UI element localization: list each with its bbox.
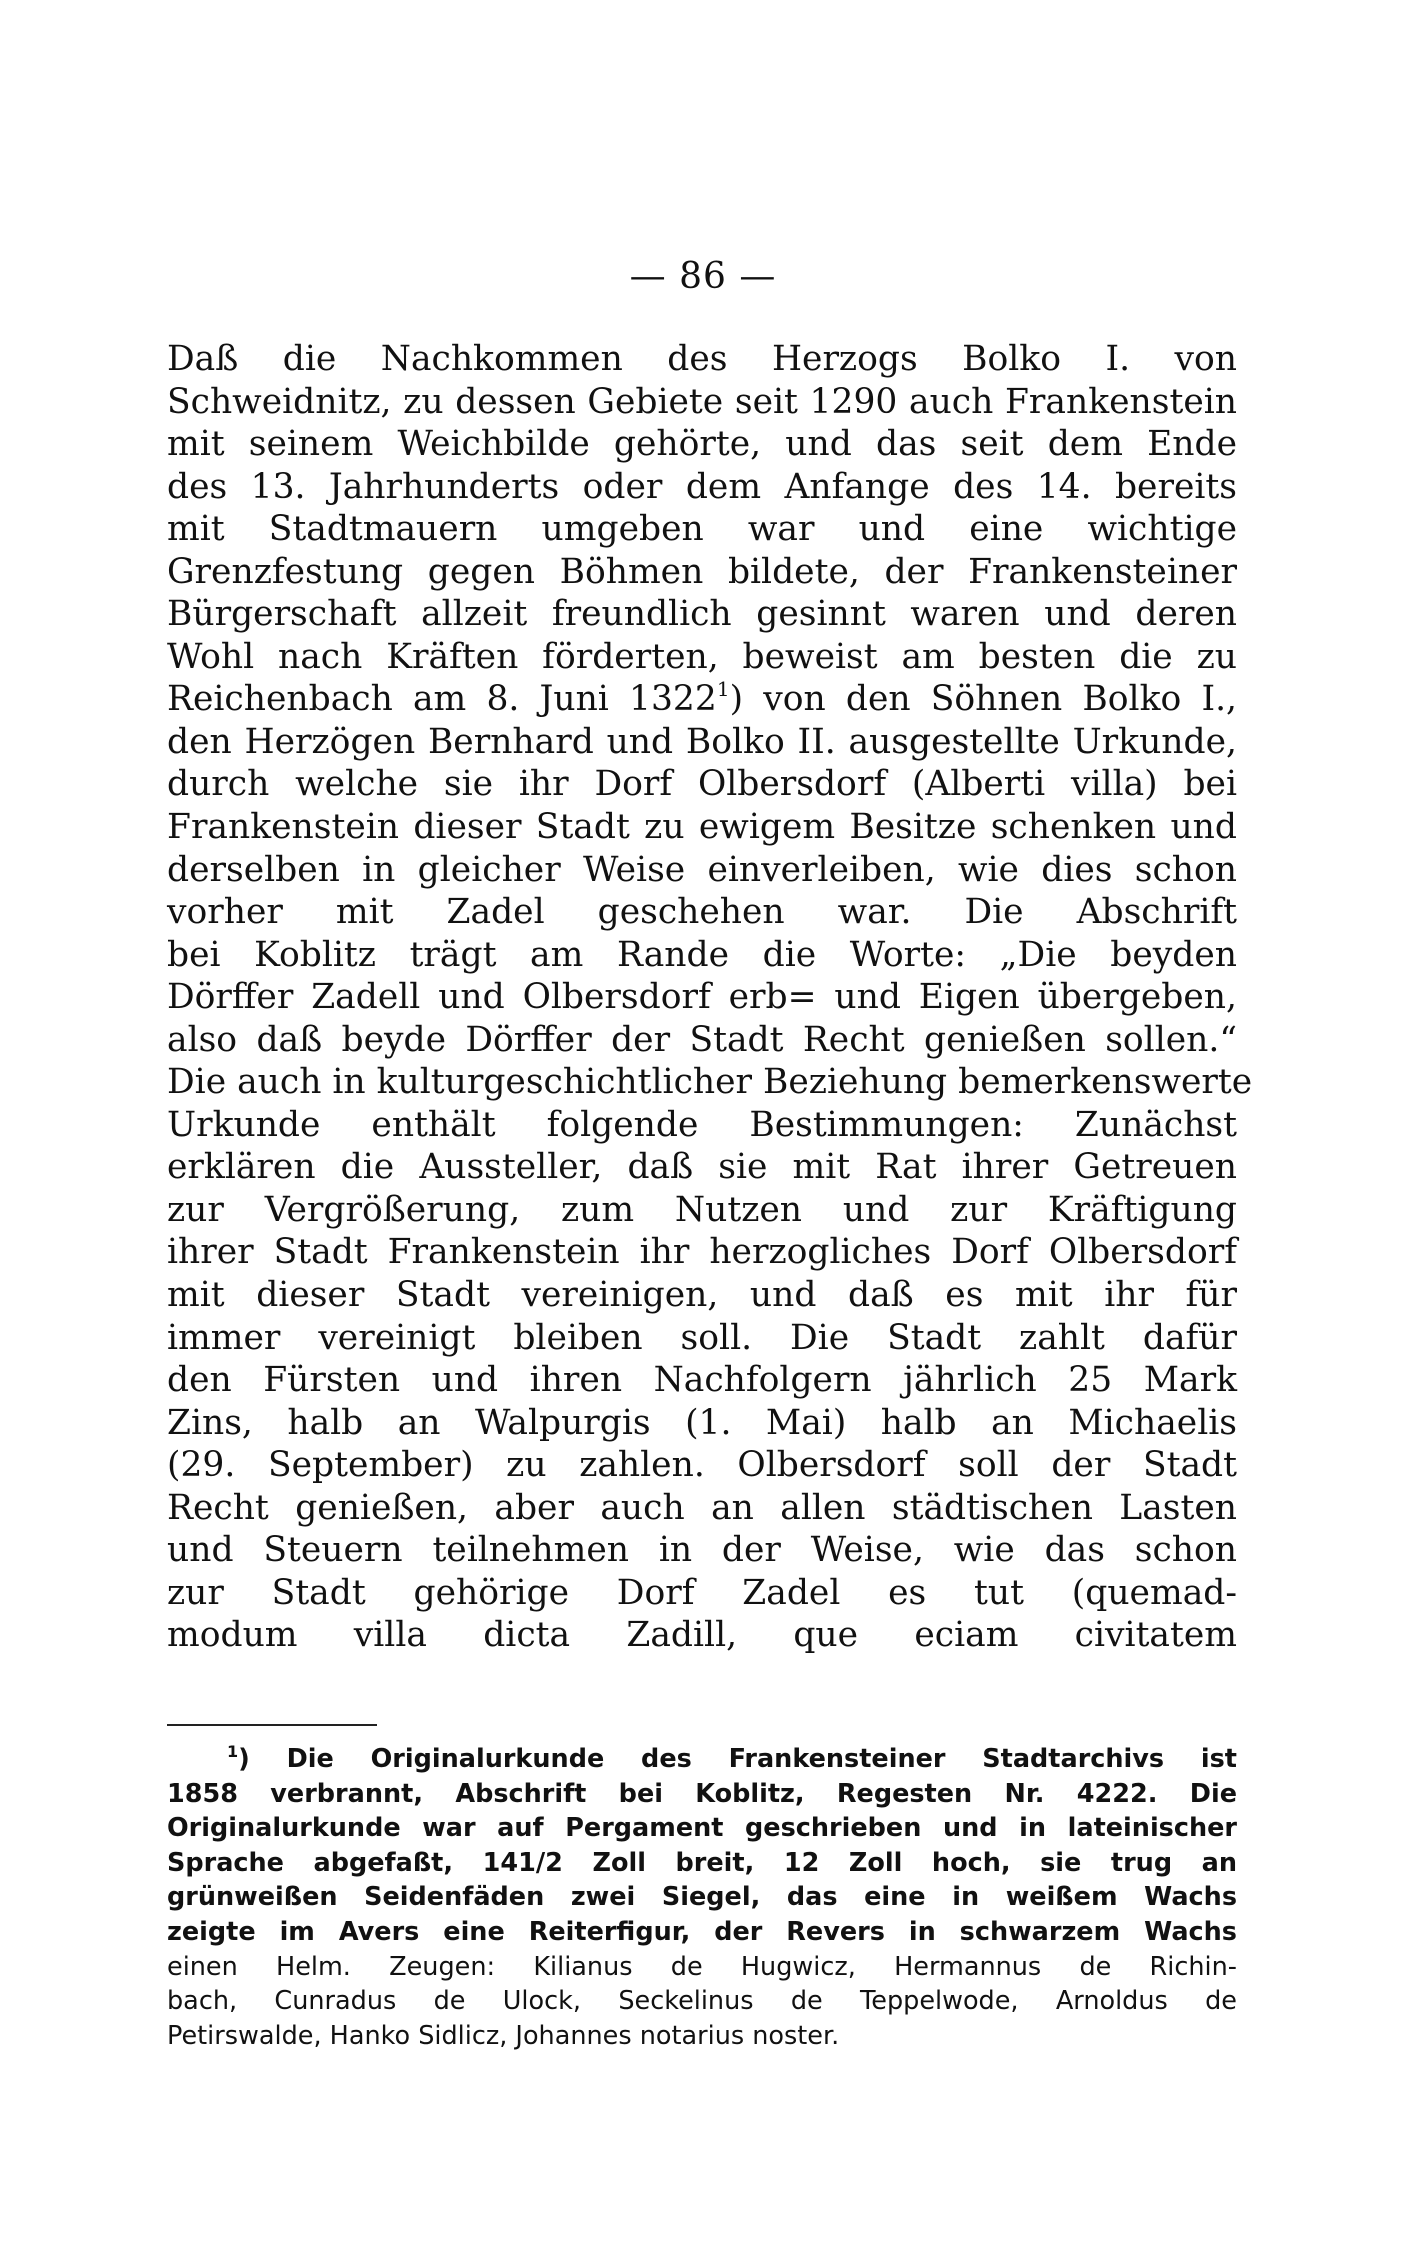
text-line: derselben in gleicher Weise einverleiben, wie dies schon <box>167 849 1237 890</box>
page-number: — 86 — <box>629 256 777 297</box>
footnote-line <box>167 1846 1237 1881</box>
fraction: 1/2 <box>518 1847 563 1878</box>
text-line: Urkunde enthält folgende Bestimmungen: Zunächst <box>167 1104 1237 1145</box>
footnote-divider <box>167 1724 377 1726</box>
text-line: den Fürsten und ihren Nachfolgern jährlich 25 Mark <box>167 1360 1237 1401</box>
text-line-with-footnote-ref <box>167 678 1237 721</box>
footnote-line: Petirswalde, Hanko Sidlicz, Johannes notarius noster. <box>167 2020 840 2051</box>
text-line: den Herzögen Bernhard und Bolko II. ausgestellte Urkunde, <box>167 721 1237 762</box>
text-line: durch welche sie ihr Dorf Olbersdorf (Alberti villa) bei <box>167 764 1237 805</box>
text-line: mit seinem Weichbilde gehörte, und das seit dem Ende <box>167 424 1237 465</box>
footnote-line: grünweißen Seidenfäden zwei Siegel, das eine in weißem Wachs <box>167 1882 1237 1913</box>
text-line: Wohl nach Kräften förderten, beweist am besten die zu <box>167 636 1237 677</box>
text-line: immer vereinigt bleiben soll. Die Stadt zahlt dafür <box>167 1317 1237 1358</box>
footnote-line: Originalurkunde war auf Pergament geschrieben und in lateinischer <box>167 1813 1237 1844</box>
text-line: Grenzfestung gegen Böhmen bildete, der Frankensteiner <box>167 551 1237 592</box>
text-line: mit dieser Stadt vereinigen, und daß es mit ihr für <box>167 1275 1237 1316</box>
text-line: Dörffer Zadell und Olbersdorf erb= und Eigen übergeben, <box>167 977 1237 1018</box>
text-line: zur Vergrößerung, zum Nutzen und zur Kräftigung <box>167 1189 1237 1230</box>
footnote-line: bach, Cunradus de Ulock, Seckelinus de Teppelwode, Arnoldus de <box>167 1986 1237 2017</box>
text-line: erklären die Aussteller, daß sie mit Rat ihrer Getreuen <box>167 1147 1237 1188</box>
footnote-line: einen Helm. Zeugen: Kilianus de Hugwicz, Hermannus de Richin- <box>167 1951 1237 1982</box>
text-line: modum villa dicta Zadill, que eciam civitatem <box>167 1615 1237 1656</box>
footnote-marker: 1 <box>227 1742 239 1761</box>
text-line: Frankenstein dieser Stadt zu ewigem Besitze schenken und <box>167 807 1237 848</box>
text-line: mit Stadtmauern umgeben war und eine wichtige <box>167 509 1237 550</box>
main-text-block <box>167 338 1253 1657</box>
text-line: Daß die Nachkommen des Herzogs Bolko I. von <box>167 339 1237 379</box>
text-segment: ) Die Originalurkunde des Frankensteiner Stadtarchivs ist <box>238 1744 1237 1774</box>
footnote-reference: 1 <box>716 677 730 702</box>
text-line: Schweidnitz, zu dessen Gebiete seit 1290 auch Frankenstein <box>167 381 1237 422</box>
text-line: zur Stadt gehörige Dorf Zadel es tut (quemad- <box>167 1572 1237 1613</box>
text-line: vorher mit Zadel geschehen war. Die Abschrift <box>167 892 1237 933</box>
text-line: des 13. Jahrhunderts oder dem Anfange des 14. bereits <box>167 466 1237 507</box>
text-segment: Reichenbach am 8. Juni 1322 <box>167 679 717 720</box>
footnote-line <box>167 1742 1237 1777</box>
text-line: bei Koblitz trägt am Rande die Worte: „Die beyden <box>167 934 1237 975</box>
text-line: also daß beyde Dörffer der Stadt Recht genießen sollen.“ <box>167 1019 1237 1060</box>
text-segment: ) von den Söhnen Bolko I., <box>729 679 1238 720</box>
text-line: (29. September) zu zahlen. Olbersdorf soll der Stadt <box>167 1445 1237 1486</box>
text-line: Zins, halb an Walpurgis (1. Mai) halb an Michaelis <box>167 1402 1237 1443</box>
text-line: ihrer Stadt Frankenstein ihr herzogliches Dorf Olbersdorf <box>167 1232 1237 1273</box>
text-line: Recht genießen, aber auch an allen städtischen Lasten <box>167 1487 1237 1528</box>
footnote-line: zeigte im Avers eine Reiterfigur, der Revers in schwarzem Wachs <box>167 1916 1237 1947</box>
text-line: Die auch in kulturgeschichtlicher Beziehung bemerkenswerte <box>167 1062 1253 1103</box>
footnote-line: 1858 verbrannt, Abschrift bei Koblitz, Regesten Nr. 4222. Die <box>167 1778 1237 1809</box>
footnote-block <box>167 1742 1237 2053</box>
text-segment: Zoll breit, 12 Zoll hoch, sie trug an <box>562 1847 1237 1878</box>
text-line: Bürgerschaft allzeit freundlich gesinnt waren und deren <box>167 594 1237 635</box>
text-line: und Steuern teilnehmen in der Weise, wie das schon <box>167 1530 1237 1571</box>
text-segment: Sprache abgefaßt, 14 <box>167 1847 519 1878</box>
